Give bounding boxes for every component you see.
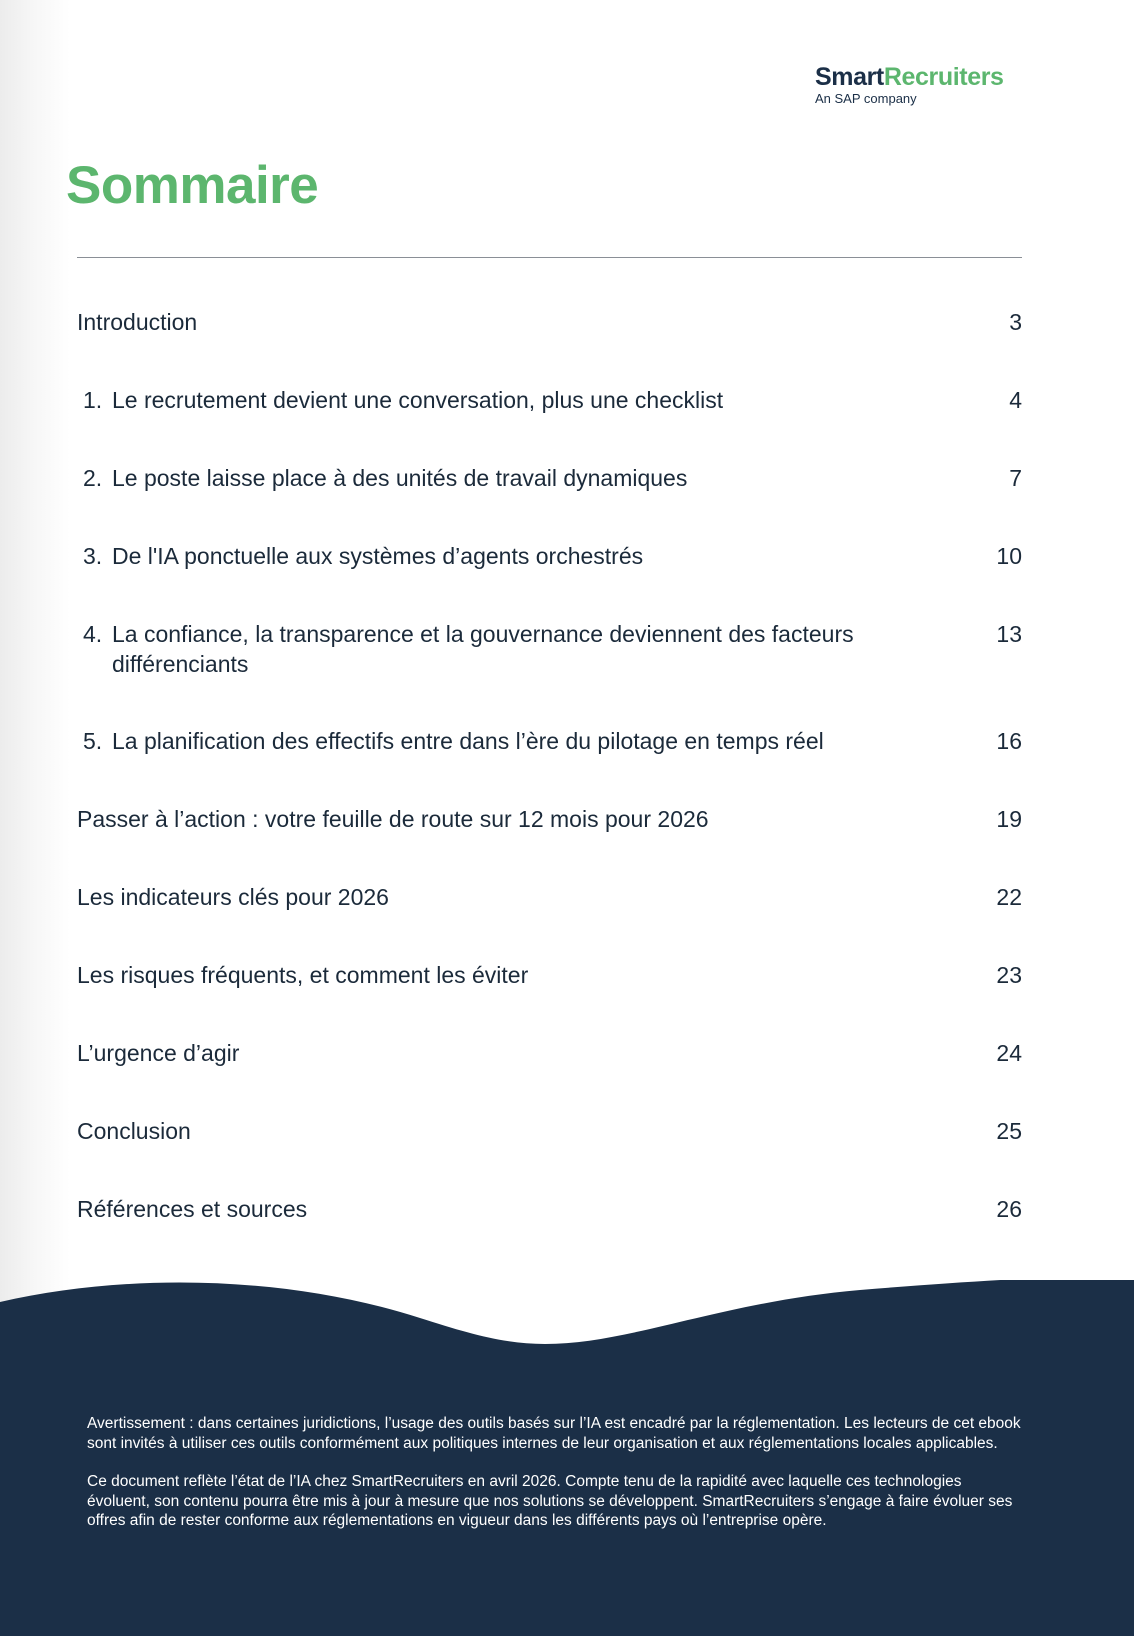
toc-entry-page: 24 [996, 1040, 1022, 1066]
toc-entry-page: 25 [996, 1118, 1022, 1144]
page-title: Sommaire [66, 156, 319, 215]
logo-tagline: An SAP company [815, 91, 917, 106]
toc-entry-label: La confiance, la transparence et la gouvernance deviennent des facteurs différenciants [112, 621, 854, 677]
toc-entry-number: 3. [83, 543, 103, 569]
toc-entry-number: 2. [83, 465, 103, 491]
footer-note-paragraph: Ce document reflète l’état de l’IA chez SmartRecruiters en avril 2026. Compte tenu de la rapidité avec laquelle ces technologies évoluent, son contenu pourra être mis à jour à mesure que nos solutions se développent. SmartRecruiters s’engage à faire évoluer ses offres afin de rester conforme aux réglementations en vigueur dans les différents pays où l’entreprise opère. [87, 1473, 1013, 1529]
toc-entry-label: Les indicateurs clés pour 2026 [77, 884, 389, 910]
toc-entry-label: Introduction [77, 309, 198, 335]
toc-entry-label: Passer à l’action : votre feuille de route sur 12 mois pour 2026 [77, 806, 709, 832]
logo-wordmark [815, 62, 1045, 92]
logo-wordmark-smart: Smart [815, 63, 884, 91]
toc-entry-page: 7 [1009, 465, 1022, 491]
footer-disclaimer [87, 1414, 1027, 1550]
toc-entry-page: 26 [996, 1196, 1022, 1222]
toc-entry-label: Conclusion [77, 1118, 191, 1144]
toc-entry-label: Références et sources [77, 1196, 308, 1222]
footer-disclaimer-paragraph: Avertissement : dans certaines juridictions, l’usage des outils basés sur l’IA est encadré par la réglementation. Les lecteurs de cet ebook sont invités à utiliser ces outils conformément aux politiques internes de leur organisation et aux réglementations locales applicables. [87, 1415, 1021, 1452]
toc-entry-label: De l'IA ponctuelle aux systèmes d’agents orchestrés [112, 543, 644, 569]
toc-entry-label: La planification des effectifs entre dans l’ère du pilotage en temps réel [112, 728, 824, 754]
logo-wordmark-recruiters: Recruiters [883, 63, 1004, 91]
toc-entry-page: 19 [996, 806, 1022, 832]
toc-entry-page: 10 [996, 543, 1022, 569]
toc-entry-page: 23 [996, 962, 1022, 988]
toc-entry-label: Le recrutement devient une conversation, plus une checklist [112, 387, 724, 413]
toc-entry-number: 5. [83, 728, 103, 754]
smartrecruiters-logo [815, 62, 1045, 106]
toc-entry-page: 3 [1009, 309, 1022, 335]
toc-entry-page: 16 [996, 728, 1022, 754]
toc-entry-label: Le poste laisse place à des unités de travail dynamiques [112, 465, 688, 491]
toc-entry-number: 4. [83, 621, 103, 647]
toc-entry-number: 1. [83, 387, 103, 413]
toc-entry-page: 22 [996, 884, 1022, 910]
toc-entry-label: Les risques fréquents, et comment les éviter [77, 962, 529, 988]
title-divider [77, 257, 1022, 258]
toc-entry-page: 4 [1009, 387, 1022, 413]
toc-entry-label: L’urgence d’agir [77, 1040, 240, 1066]
toc-entry-page: 13 [996, 621, 1022, 647]
